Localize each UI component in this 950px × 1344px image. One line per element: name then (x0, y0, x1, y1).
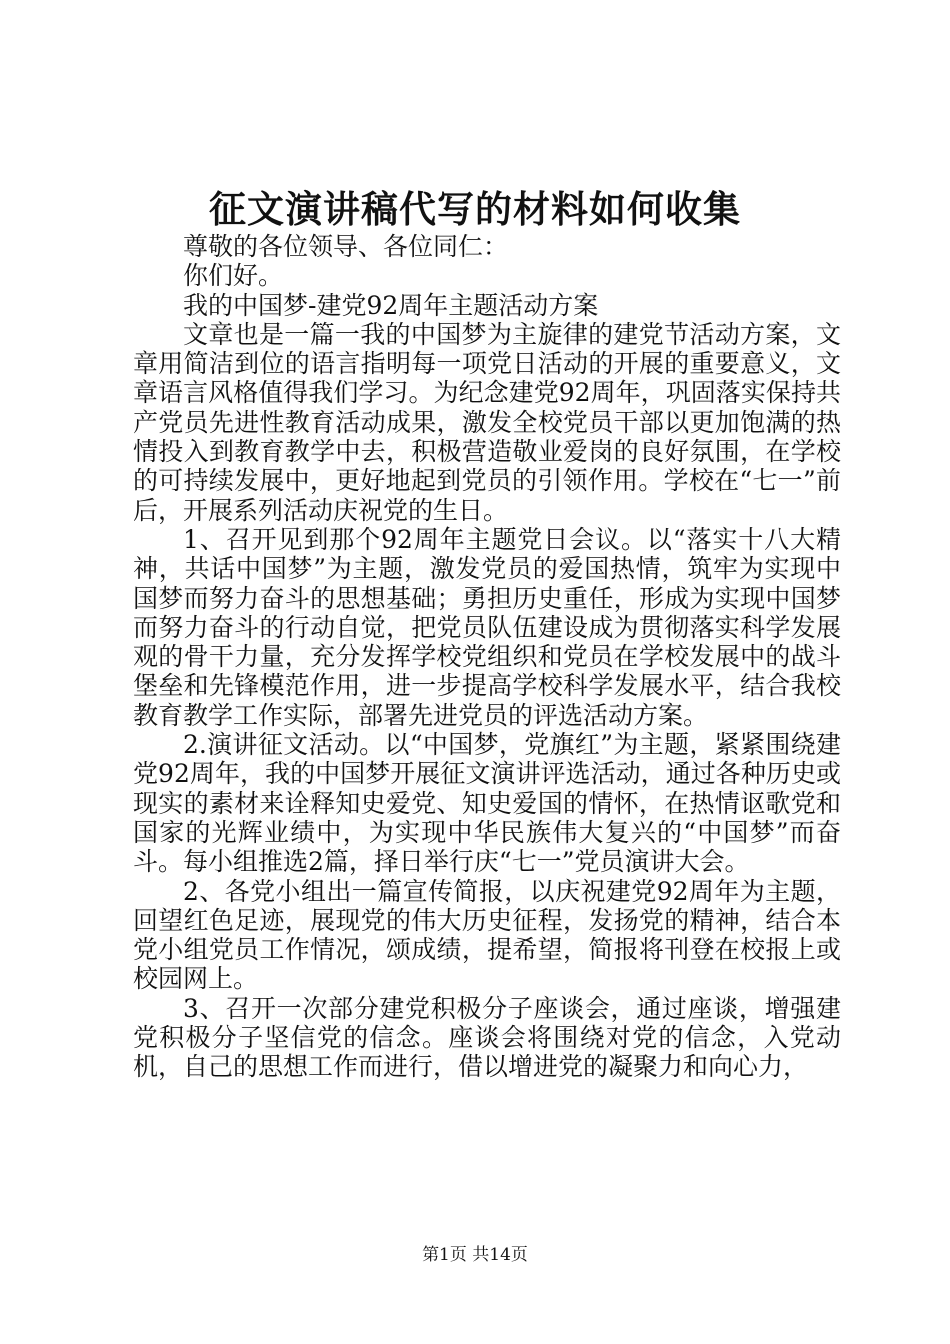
body-paragraph: 3、召开一次部分建党积极分子座谈会，通过座谈，增强建党积极分子坚信党的信念。座谈会将围绕对党的信念，入党动机，自己的思想工作而进行，借以增进党的凝聚力和向心力， (133, 993, 841, 1082)
document-title: 征文演讲稿代写的材料如何收集 (209, 187, 741, 231)
body-paragraph: 2、各党小组出一篇宣传简报，以庆祝建党92周年为主题，回望红色足迹，展现党的伟大历史征程，发扬党的精神，结合本党小组党员工作情况，颂成绩，提希望，简报将刊登在校报上或校园网上。 (133, 876, 841, 994)
body-paragraph: 2.演讲征文活动。以“中国梦，党旗红”为主题，紧紧围绕建党92周年，我的中国梦开展征文演讲评选活动，通过各种历史或现实的素材来诠释知史爱党、知史爱国的情怀，在热情讴歌党和国家的光辉业绩中，为实现中华民族伟大复兴的“中国梦”而奋斗。每小组推选2篇，择日举行庆“七一”党员演讲大会。 (133, 730, 841, 877)
body-paragraph: 文章也是一篇一我的中国梦为主旋律的建党节活动方案，文章用简洁到位的语言指明每一项党日活动的开展的重要意义，文章语言风格值得我们学习。为纪念建党92周年，巩固落实保持共产党员先进性教育活动成果，激发全校党员干部以更加饱满的热情投入到教育教学中去，积极营造敬业爱岗的良好氛围，在学校的可持续发展中，更好地起到党员的引领作用。学校在“七一”前后，开展系列活动庆祝党的生日。 (133, 319, 841, 525)
subtitle-paragraph: 我的中国梦-建党92周年主题活动方案 (183, 290, 599, 320)
document-body (133, 232, 841, 1082)
salutation-paragraph: 尊敬的各位领导、各位同仁： (183, 232, 509, 261)
page-number-footer: 第1页 共14页 (422, 1245, 528, 1265)
greeting-paragraph: 你们好。 (183, 261, 284, 291)
body-paragraph: 1、召开见到那个92周年主题党日会议。以“落实十八大精神，共话中国梦”为主题，激发党员的爱国热情，筑牢为实现中国梦而努力奋斗的思想基础；勇担历史重任，形成为实现中国梦而努力奋斗的行动自觉，把党员队伍建设成为贯彻落实科学发展观的骨干力量，充分发挥学校党组织和党员在学校发展中的战斗堡垒和先锋模范作用，进一步提高学校科学发展水平，结合我校教育教学工作实际，部署先进党员的评选活动方案。 (133, 524, 841, 730)
